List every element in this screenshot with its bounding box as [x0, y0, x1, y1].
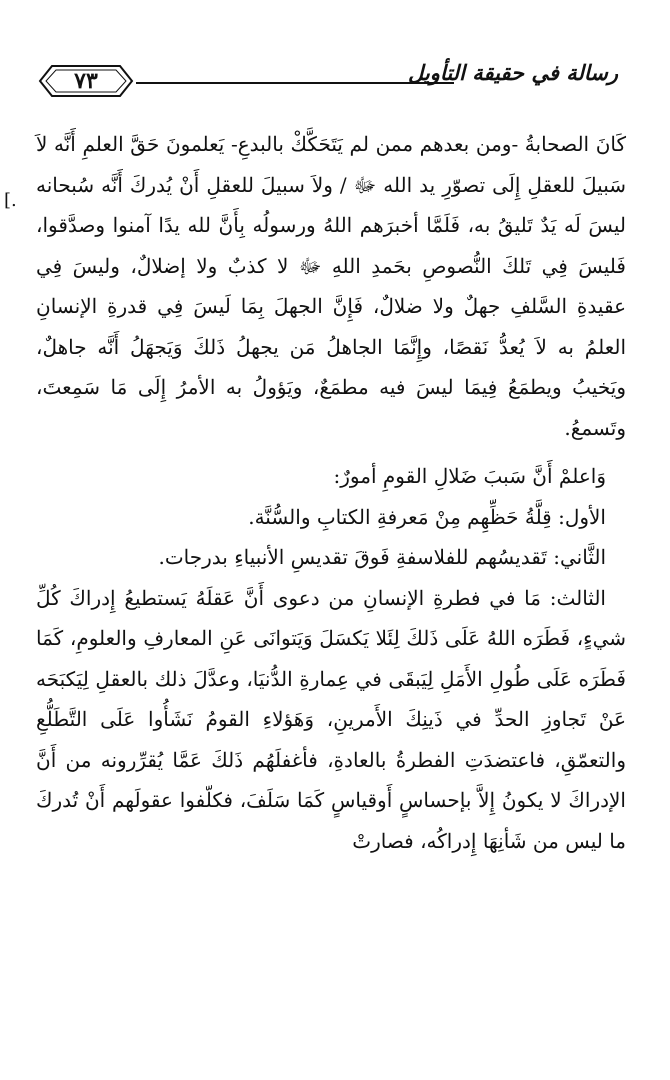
margin-mark: [.	[4, 190, 17, 211]
header-rule	[136, 82, 454, 84]
paragraph: كَانَ الصحابةُ -ومن بعدهم ممن لم يَتَحَكَّكْ بالبدعِ- يَعلمونَ حَقَّ العلمِ أَنَّه لاَ سَبيلَ للعقلِ إِلَى تصوّرِ يد الله ﷻ / ولاَ سبيلَ للعقلِ أَنْ يُدركَ أَنَّه سُبحانه ليسَ لَه يَدٌ تَليقُ به، فَلَمَّا أخبرَهم اللهُ ورسولُه بِأَنَّ لله يدًا آمنوا وصدَّقوا، فَليسَ فِي تَلكَ النُّصوصِ بحَمدِ اللهِ ﷻ لا كذبٌ ولا إضلالٌ، وليسَ فِي عقيدةِ السَّلفِ جهلٌ ولا ضلالٌ، فَإِنَّ الجهلَ بِمَا لَيسَ فِي قدرةِ الإنسانِ العلمُ به لاَ يُعدُّ نَقصًا، وإِنَّمَا الجاهلُ مَن يجهلُ ذَلكَ وَيَجهَلُ أَنَّه جاهلٌ، ويَخيبُ ويطمَعُ فِيمَا ليسَ فيه مطمَعٌ، ويَؤولُ به الأمرُ إِلَى مَا سَمِعتَ، وتَسمعُ.	[36, 132, 626, 440]
page-header	[28, 58, 618, 102]
paragraph: الثَّاني: تَقديسُهم للفلاسفةِ فَوقَ تقديسِ الأنبياءِ بدرجات.	[158, 545, 606, 569]
paragraph: الأول: قِلَّةُ حَظِّهِم مِنْ مَعرفةِ الكتابِ والسُّنَّة.	[248, 504, 606, 529]
page-number-badge	[38, 64, 134, 98]
paragraph: وَاعلمْ أَنَّ سَببَ ضَلالِ القومِ أمورٌ:	[333, 464, 606, 488]
page-number: ٧٣	[74, 68, 98, 94]
running-title: رسالة في حقيقة التأويل	[408, 60, 618, 85]
paragraph: الثالث: مَا في فطرةِ الإنسانِ من دعوى أَنَّ عَقلَهُ يَستطيعُ إِدراكَ كُلِّ شيءٍ، فَطَرَه اللهُ عَلَى ذَلكَ لِئَلا يَكسَلَ وَيَتوانَى عَنِ المعارفِ والعلومِ، كَمَا فَطَرَه عَلَى طُولِ الأَمَلِ لِيَبقَى في عِمارةِ الدُّنيَا، وعدَّلَ ذلك بالعقلِ لِيَكبَحَه عَنْ تَجاوزِ الحدِّ في ذَينِكَ الأَمرينِ، وَهَؤلاءِ القومُ نَشَأُوا عَلَى التَّطَلُّعِ والتعمّقِ، فاعتضدَتِ الفطرةُ بالعادةِ، فأغفلَهُم ذَلكَ عَمَّا يُقرِّرونه من أَنَّ الإدراكَ لا يكونُ إِلاَّ بإحساسٍ أَوقياسٍ كَمَا سَلَفَ، فكلّفوا عقولَهم أَنْ تُدركَ ما ليس من شَأنِهَا إِدراكُه، فصارتْ	[36, 585, 626, 853]
page-body	[36, 124, 626, 861]
